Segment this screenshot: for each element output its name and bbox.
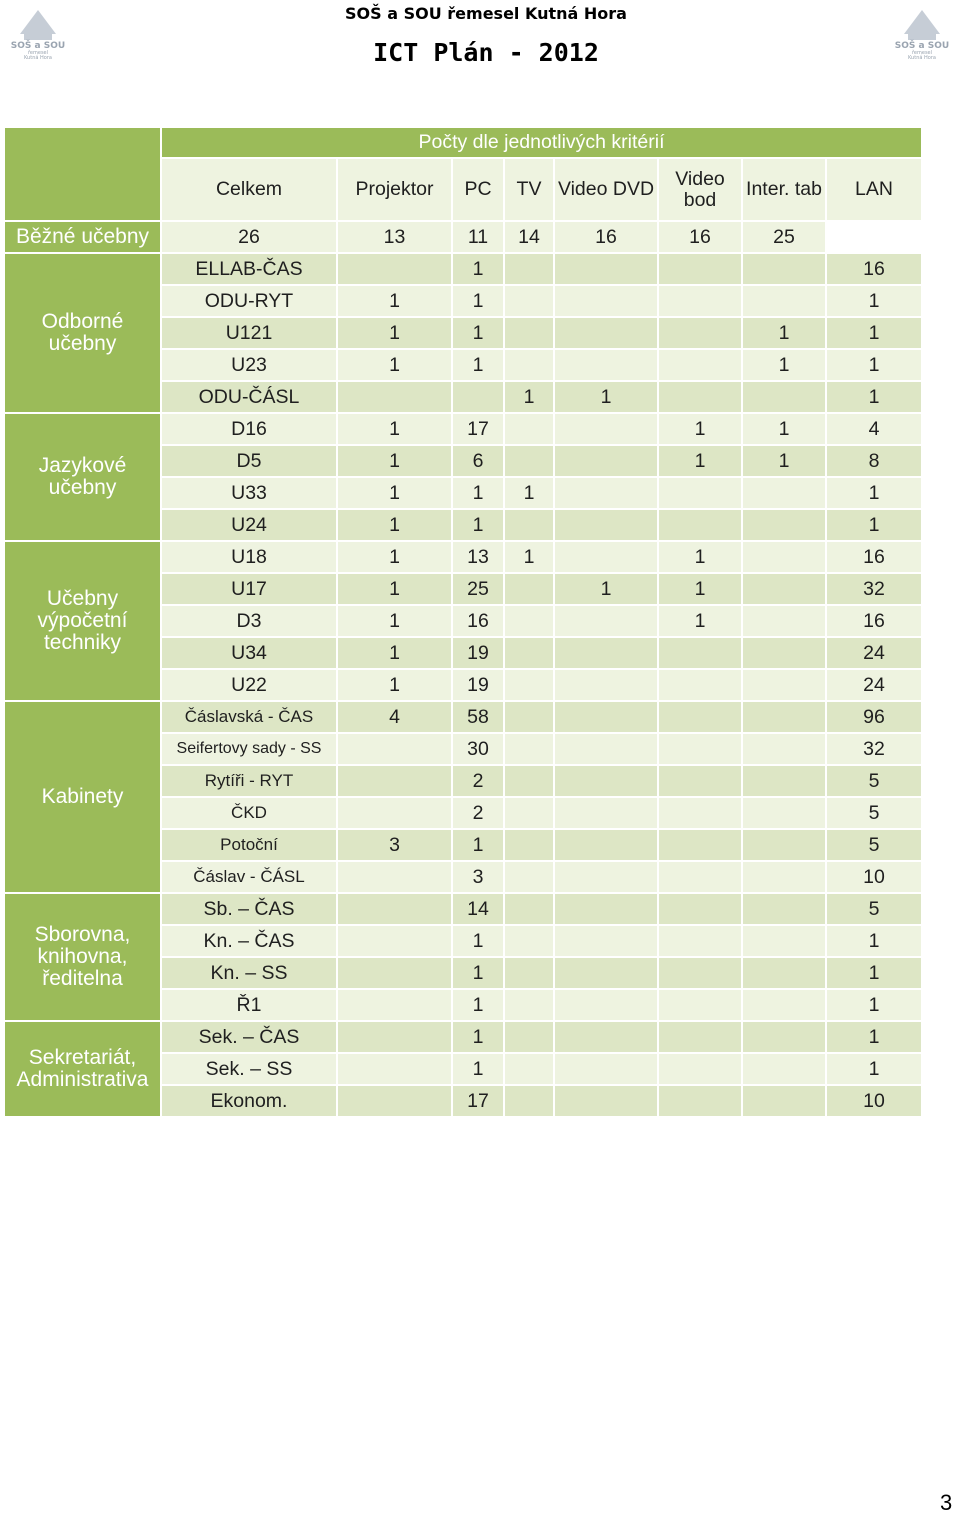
- value-cell: 1: [826, 381, 922, 413]
- value-cell: [554, 349, 658, 381]
- svg-text:řemesel: řemesel: [911, 50, 933, 56]
- room-name-cell: U22: [161, 669, 337, 701]
- value-cell: [337, 765, 452, 797]
- value-cell: 25: [742, 221, 826, 253]
- room-name-cell: Rytíři - RYT: [161, 765, 337, 797]
- value-cell: 1: [742, 445, 826, 477]
- value-cell: 1: [337, 285, 452, 317]
- value-cell: 4: [337, 701, 452, 733]
- value-cell: [658, 957, 742, 989]
- value-cell: 1: [452, 989, 504, 1021]
- value-cell: 16: [452, 605, 504, 637]
- value-cell: [504, 1085, 554, 1117]
- value-cell: 6: [452, 445, 504, 477]
- value-cell: 5: [826, 893, 922, 925]
- value-cell: [742, 381, 826, 413]
- value-cell: [554, 413, 658, 445]
- value-cell: [504, 637, 554, 669]
- room-name-cell: U18: [161, 541, 337, 573]
- value-cell: [658, 701, 742, 733]
- value-cell: 1: [337, 477, 452, 509]
- value-cell: [742, 829, 826, 861]
- value-cell: 26: [161, 221, 337, 253]
- value-cell: [658, 637, 742, 669]
- value-cell: [504, 797, 554, 829]
- value-cell: 4: [826, 413, 922, 445]
- value-cell: 1: [826, 989, 922, 1021]
- value-cell: 8: [826, 445, 922, 477]
- value-cell: 19: [452, 637, 504, 669]
- room-name-cell: Ekonom.: [161, 1085, 337, 1117]
- value-cell: 32: [826, 733, 922, 765]
- value-cell: 1: [337, 669, 452, 701]
- value-cell: [742, 893, 826, 925]
- value-cell: 1: [337, 317, 452, 349]
- value-cell: [554, 733, 658, 765]
- value-cell: [504, 413, 554, 445]
- category-cell: Odborné učebny: [4, 253, 161, 413]
- value-cell: [658, 349, 742, 381]
- value-cell: 10: [826, 1085, 922, 1117]
- svg-text:Kutná Hora: Kutná Hora: [24, 55, 52, 61]
- value-cell: [554, 765, 658, 797]
- value-cell: 58: [452, 701, 504, 733]
- room-name-cell: D3: [161, 605, 337, 637]
- value-cell: [504, 989, 554, 1021]
- value-cell: [658, 861, 742, 893]
- value-cell: 2: [452, 765, 504, 797]
- table-row: [4, 413, 922, 445]
- value-cell: [554, 445, 658, 477]
- value-cell: 1: [826, 957, 922, 989]
- value-cell: [742, 637, 826, 669]
- value-cell: 30: [452, 733, 504, 765]
- value-cell: [742, 957, 826, 989]
- value-cell: [742, 669, 826, 701]
- column-header: Celkem: [161, 158, 337, 221]
- criteria-group-header: Počty dle jednotlivých kritérií: [161, 127, 922, 158]
- value-cell: 14: [504, 221, 554, 253]
- value-cell: [658, 285, 742, 317]
- value-cell: [504, 957, 554, 989]
- value-cell: [742, 733, 826, 765]
- room-name-cell: Sb. – ČAS: [161, 893, 337, 925]
- value-cell: 5: [826, 765, 922, 797]
- room-name-cell: Kn. – SS: [161, 957, 337, 989]
- value-cell: [504, 893, 554, 925]
- room-name-cell: ČKD: [161, 797, 337, 829]
- value-cell: 1: [658, 573, 742, 605]
- value-cell: 16: [826, 605, 922, 637]
- value-cell: 32: [826, 573, 922, 605]
- value-cell: 24: [826, 637, 922, 669]
- table-row: [4, 253, 922, 285]
- value-cell: [554, 669, 658, 701]
- value-cell: 1: [337, 413, 452, 445]
- table-header-row: [4, 127, 922, 158]
- value-cell: 1: [504, 381, 554, 413]
- value-cell: 17: [452, 1085, 504, 1117]
- value-cell: [554, 285, 658, 317]
- column-header: Video bod: [658, 158, 742, 221]
- value-cell: [742, 925, 826, 957]
- value-cell: [504, 253, 554, 285]
- value-cell: [554, 477, 658, 509]
- value-cell: 17: [452, 413, 504, 445]
- value-cell: [742, 797, 826, 829]
- value-cell: [742, 573, 826, 605]
- value-cell: [742, 989, 826, 1021]
- value-cell: 25: [452, 573, 504, 605]
- value-cell: 1: [452, 253, 504, 285]
- value-cell: 14: [452, 893, 504, 925]
- value-cell: [658, 733, 742, 765]
- room-name-cell: Sek. – ČAS: [161, 1021, 337, 1053]
- room-name-cell: Čáslavská - ČAS: [161, 701, 337, 733]
- value-cell: [658, 317, 742, 349]
- value-cell: 5: [826, 797, 922, 829]
- value-cell: [504, 445, 554, 477]
- column-header: Video DVD: [554, 158, 658, 221]
- value-cell: [504, 1053, 554, 1085]
- room-name-cell: U33: [161, 477, 337, 509]
- value-cell: 1: [826, 349, 922, 381]
- value-cell: [504, 861, 554, 893]
- room-name-cell: Ř1: [161, 989, 337, 1021]
- value-cell: [554, 637, 658, 669]
- value-cell: [742, 541, 826, 573]
- room-name-cell: Kn. – ČAS: [161, 925, 337, 957]
- category-cell: Sekretariát, Administrativa: [4, 1021, 161, 1117]
- value-cell: 1: [452, 925, 504, 957]
- page-number: 3: [940, 1490, 953, 1515]
- value-cell: [504, 701, 554, 733]
- room-name-cell: U121: [161, 317, 337, 349]
- value-cell: 3: [337, 829, 452, 861]
- column-header: TV: [504, 158, 554, 221]
- value-cell: 1: [826, 925, 922, 957]
- value-cell: 1: [658, 541, 742, 573]
- value-cell: [504, 573, 554, 605]
- value-cell: [337, 893, 452, 925]
- value-cell: [742, 861, 826, 893]
- table-row: [4, 221, 922, 253]
- value-cell: [554, 797, 658, 829]
- value-cell: [337, 253, 452, 285]
- value-cell: 1: [452, 829, 504, 861]
- header-corner-cell: [4, 127, 161, 221]
- value-cell: [658, 1021, 742, 1053]
- svg-text:SOŠ a SOU: SOŠ a SOU: [10, 41, 66, 51]
- value-cell: 24: [826, 669, 922, 701]
- value-cell: 1: [554, 573, 658, 605]
- room-name-cell: Potoční: [161, 829, 337, 861]
- value-cell: [742, 1021, 826, 1053]
- value-cell: 1: [658, 413, 742, 445]
- value-cell: [554, 829, 658, 861]
- value-cell: [554, 925, 658, 957]
- value-cell: 96: [826, 701, 922, 733]
- value-cell: 1: [826, 1021, 922, 1053]
- value-cell: 11: [452, 221, 504, 253]
- value-cell: 1: [452, 285, 504, 317]
- svg-text:řemesel: řemesel: [27, 50, 49, 56]
- value-cell: [554, 509, 658, 541]
- value-cell: [504, 829, 554, 861]
- value-cell: 1: [337, 509, 452, 541]
- value-cell: 1: [452, 1053, 504, 1085]
- value-cell: [742, 765, 826, 797]
- value-cell: 1: [826, 317, 922, 349]
- ict-plan-table: [3, 126, 923, 1118]
- value-cell: [504, 349, 554, 381]
- value-cell: 1: [742, 413, 826, 445]
- value-cell: [337, 381, 452, 413]
- value-cell: [742, 509, 826, 541]
- value-cell: [658, 669, 742, 701]
- value-cell: 1: [452, 317, 504, 349]
- table-row: [4, 701, 922, 733]
- value-cell: [504, 669, 554, 701]
- value-cell: 3: [452, 861, 504, 893]
- value-cell: [554, 957, 658, 989]
- value-cell: [554, 989, 658, 1021]
- value-cell: 1: [337, 637, 452, 669]
- value-cell: 16: [826, 253, 922, 285]
- room-name-cell: Sek. – SS: [161, 1053, 337, 1085]
- value-cell: [337, 861, 452, 893]
- value-cell: 1: [554, 381, 658, 413]
- value-cell: [658, 797, 742, 829]
- value-cell: 1: [826, 1053, 922, 1085]
- value-cell: 1: [742, 349, 826, 381]
- value-cell: 1: [452, 1021, 504, 1053]
- room-name-cell: U34: [161, 637, 337, 669]
- value-cell: [742, 605, 826, 637]
- value-cell: [504, 733, 554, 765]
- value-cell: [337, 989, 452, 1021]
- school-name: SOŠ a SOU řemesel Kutná Hora: [345, 4, 627, 23]
- value-cell: 1: [504, 477, 554, 509]
- value-cell: [658, 925, 742, 957]
- page-title: ICT Plán - 2012: [373, 38, 599, 67]
- value-cell: 1: [452, 509, 504, 541]
- value-cell: [337, 957, 452, 989]
- table-row: [4, 893, 922, 925]
- value-cell: 1: [826, 509, 922, 541]
- value-cell: [504, 317, 554, 349]
- value-cell: [658, 765, 742, 797]
- column-header: LAN: [826, 158, 922, 221]
- value-cell: [337, 797, 452, 829]
- value-cell: [554, 701, 658, 733]
- value-cell: [554, 1085, 658, 1117]
- value-cell: [504, 925, 554, 957]
- value-cell: [337, 925, 452, 957]
- value-cell: 16: [826, 541, 922, 573]
- value-cell: 19: [452, 669, 504, 701]
- value-cell: [658, 829, 742, 861]
- category-cell: Sborovna, knihovna, ředitelna: [4, 893, 161, 1021]
- table-row: [4, 541, 922, 573]
- value-cell: 13: [337, 221, 452, 253]
- value-cell: [504, 285, 554, 317]
- value-cell: 10: [826, 861, 922, 893]
- value-cell: [554, 541, 658, 573]
- value-cell: [658, 989, 742, 1021]
- value-cell: [658, 1085, 742, 1117]
- value-cell: [554, 605, 658, 637]
- value-cell: [554, 317, 658, 349]
- value-cell: [337, 733, 452, 765]
- value-cell: 1: [826, 477, 922, 509]
- value-cell: [504, 509, 554, 541]
- value-cell: 1: [337, 349, 452, 381]
- column-header: PC: [452, 158, 504, 221]
- value-cell: 1: [337, 573, 452, 605]
- value-cell: [658, 509, 742, 541]
- value-cell: 1: [452, 477, 504, 509]
- room-name-cell: ELLAB-ČAS: [161, 253, 337, 285]
- room-name-cell: D16: [161, 413, 337, 445]
- value-cell: 16: [658, 221, 742, 253]
- svg-text:Kutná Hora: Kutná Hora: [908, 55, 936, 61]
- room-name-cell: Seifertovy sady - SS: [161, 733, 337, 765]
- value-cell: [504, 765, 554, 797]
- value-cell: 1: [452, 349, 504, 381]
- category-cell: Jazykové učebny: [4, 413, 161, 541]
- value-cell: 16: [554, 221, 658, 253]
- value-cell: [658, 893, 742, 925]
- value-cell: 1: [742, 317, 826, 349]
- room-name-cell: U24: [161, 509, 337, 541]
- value-cell: [554, 893, 658, 925]
- value-cell: 1: [658, 605, 742, 637]
- room-name-cell: D5: [161, 445, 337, 477]
- value-cell: [742, 1053, 826, 1085]
- value-cell: 1: [337, 445, 452, 477]
- value-cell: [742, 1085, 826, 1117]
- category-cell: Běžné učebny: [4, 221, 161, 253]
- value-cell: 5: [826, 829, 922, 861]
- room-name-cell: U23: [161, 349, 337, 381]
- value-cell: [742, 477, 826, 509]
- value-cell: [742, 285, 826, 317]
- category-cell: Učebny výpočetní techniky: [4, 541, 161, 701]
- column-header: Projektor: [337, 158, 452, 221]
- table-row: [4, 1021, 922, 1053]
- value-cell: [658, 1053, 742, 1085]
- value-cell: 1: [826, 285, 922, 317]
- value-cell: [554, 253, 658, 285]
- value-cell: [504, 1021, 554, 1053]
- value-cell: 1: [504, 541, 554, 573]
- value-cell: [554, 1053, 658, 1085]
- value-cell: [337, 1053, 452, 1085]
- value-cell: [658, 477, 742, 509]
- value-cell: [554, 861, 658, 893]
- room-name-cell: Čáslav - ČÁSL: [161, 861, 337, 893]
- value-cell: 1: [658, 445, 742, 477]
- value-cell: [452, 381, 504, 413]
- room-name-cell: U17: [161, 573, 337, 605]
- value-cell: [658, 381, 742, 413]
- value-cell: [554, 1021, 658, 1053]
- value-cell: [504, 605, 554, 637]
- value-cell: 2: [452, 797, 504, 829]
- value-cell: [337, 1021, 452, 1053]
- value-cell: 13: [452, 541, 504, 573]
- room-name-cell: ODU-ČÁSL: [161, 381, 337, 413]
- category-cell: Kabinety: [4, 701, 161, 893]
- value-cell: 1: [452, 957, 504, 989]
- value-cell: [337, 1085, 452, 1117]
- value-cell: [658, 253, 742, 285]
- column-header: Inter. tab: [742, 158, 826, 221]
- value-cell: [742, 253, 826, 285]
- value-cell: 1: [337, 541, 452, 573]
- svg-text:SOŠ a SOU: SOŠ a SOU: [894, 41, 950, 51]
- room-name-cell: ODU-RYT: [161, 285, 337, 317]
- value-cell: 1: [337, 605, 452, 637]
- value-cell: [742, 701, 826, 733]
